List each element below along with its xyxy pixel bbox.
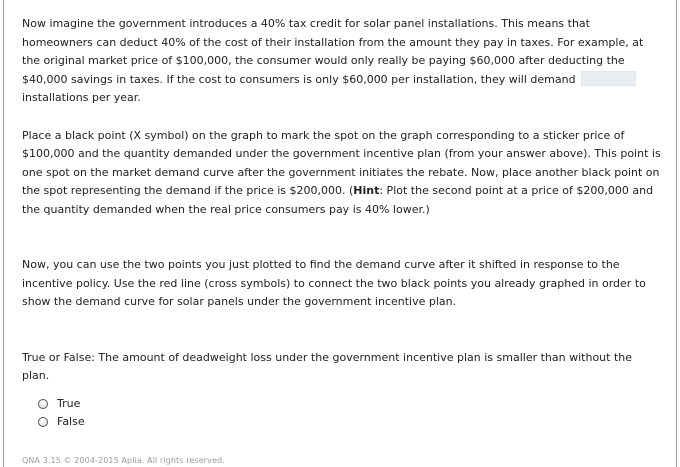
radio-false-icon[interactable] — [38, 417, 48, 427]
question-paragraph-demand-curve: Now, you can use the two points you just plotted to find the demand curve after it shifted in response to the incentive policy. Use the red line (cross symbols) to connect the two black points you already graphed in order to show the demand curve for solar panels under the government incentive plan. — [22, 258, 646, 308]
quantity-demanded-input[interactable] — [581, 71, 636, 86]
tax-credit-text-end: installations per year. — [22, 91, 141, 104]
option-true[interactable] — [38, 395, 662, 413]
hint-label: Hint — [353, 184, 380, 197]
question-paragraph-tax-credit — [22, 15, 662, 108]
question-true-false: True or False: The amount of deadweight loss under the government incentive plan is smaller than without the plan. — [22, 350, 633, 382]
tax-credit-text: Now imagine the government introduces a 40% tax credit for solar panel installations. This means that homeowners can deduct 40% of the cost of their installation from the amount they pay in taxes. For example, at the original market price of $100,000, the consumer would only really be paying $60,000 after deducting the $40,000 savings in taxes. If the cost to consumers is only $60,000 per installation, they will demand — [22, 17, 644, 86]
question-content — [22, 15, 662, 431]
hint-text: : Plot the second point at a price of $200,000 and the quantity demanded when the real price consumers pay is 40% lower.) — [22, 184, 654, 216]
plot-points-text: Place a black point (X symbol) on the graph to mark the spot on the graph corresponding to a sticker price of $100,000 and the quantity demanded under the government incentive plan (from your answer above). This point is one spot on the market demand curve after the government initiates the rebate. Now, place another black point on the spot representing the demand if the price is $200,000. ( — [22, 128, 661, 197]
true-false-radio-group — [38, 395, 662, 431]
radio-true-icon[interactable] — [38, 399, 48, 409]
copyright-footer: QNA 3.15 © 2004-2015 Aplia. All rights reserved. — [22, 456, 225, 465]
option-true-label: True — [57, 397, 81, 410]
option-false[interactable] — [38, 413, 662, 431]
option-false-label: False — [57, 415, 85, 428]
question-paragraph-plot-points — [22, 127, 662, 220]
